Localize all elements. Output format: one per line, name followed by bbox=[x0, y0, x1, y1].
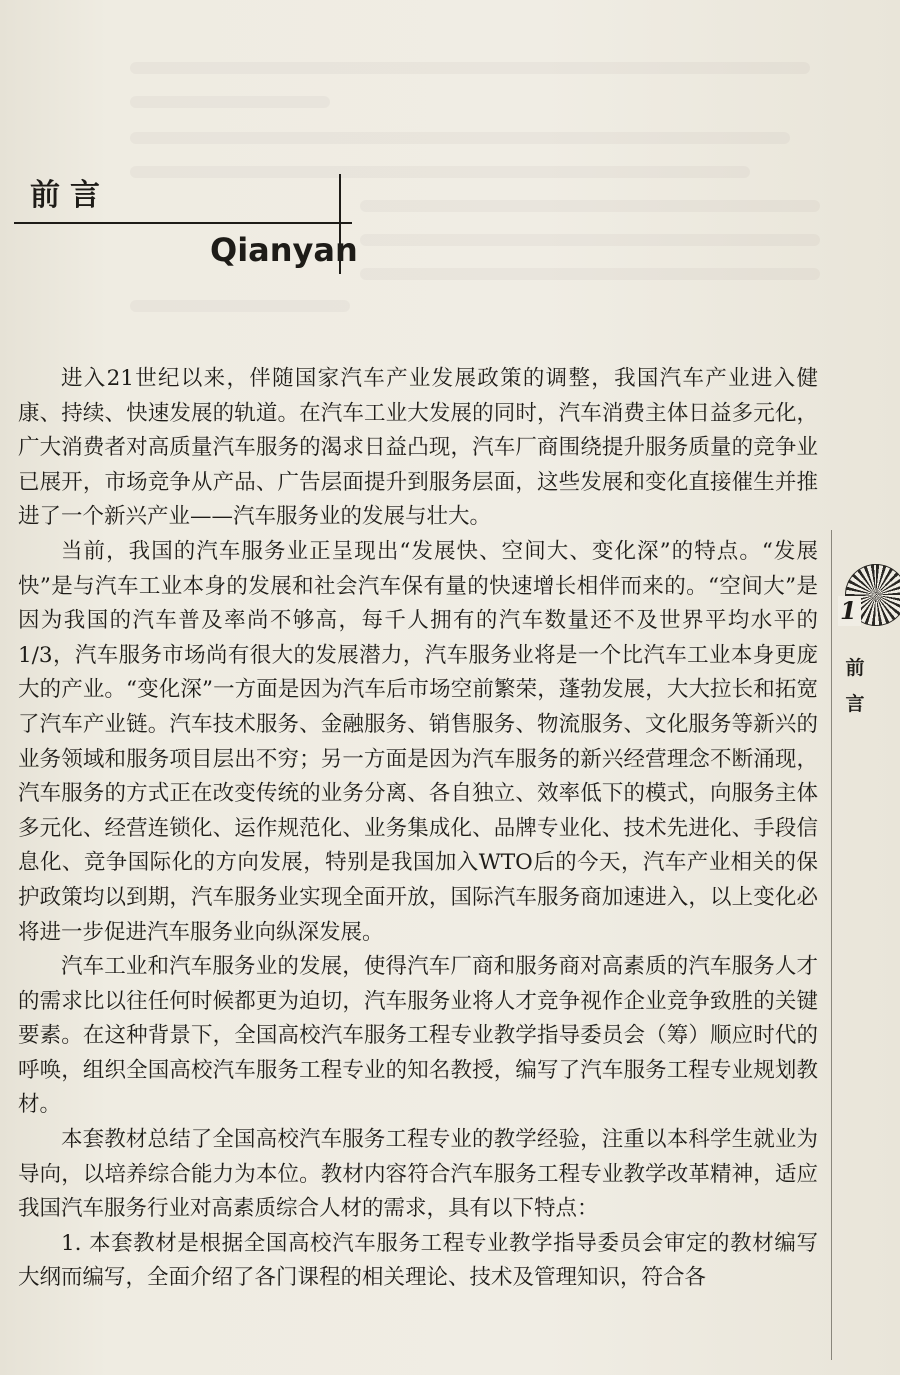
chapter-header bbox=[14, 174, 358, 274]
body-text bbox=[18, 362, 818, 1296]
bleed-through-mark bbox=[130, 300, 350, 312]
paragraph: 本套教材总结了全国高校汽车服务工程专业的教学经验，注重以本科学生就业为导向，以培养综合能力为本位。教材内容符合汽车服务工程专业教学改革精神，适应我国汽车服务行业对高素质综合人材的需求，具有以下特点： bbox=[18, 1127, 818, 1222]
paragraph: 汽车工业和汽车服务业的发展，使得汽车厂商和服务商对高素质的汽车服务人才的需求比以往任何时候都更为迫切，汽车服务业将人才竞争视作企业竞争致胜的关键要素。在这种背景下，全国高校汽车服务工程专业教学指导委员会（筹）顺应时代的呼唤，组织全国高校汽车服务工程专业的知名教授，编写了汽车服务工程专业规划教材。 bbox=[18, 954, 818, 1118]
bleed-through-mark bbox=[360, 200, 820, 212]
bleed-through-mark bbox=[360, 234, 820, 246]
paragraph: 进入21世纪以来，伴随国家汽车产业发展政策的调整，我国汽车产业进入健康、持续、快速发展的轨道。在汽车工业大发展的同时，汽车消费主体日益多元化，广大消费者对高质量汽车服务的渴求日益凸现，汽车厂商围绕提升服务质量的竞争业已展开，市场竞争从产品、广告层面提升到服务层面，这些发展和变化直接催生并推进了一个新兴产业——汽车服务业的发展与壮大。 bbox=[18, 366, 818, 530]
bleed-through-mark bbox=[130, 62, 810, 74]
header-horizontal-rule bbox=[14, 222, 352, 224]
page-number: 1 bbox=[838, 596, 861, 626]
margin-rule bbox=[831, 530, 832, 1360]
paragraph: 1. 本套教材是根据全国高校汽车服务工程专业教学指导委员会审定的教材编写大纲而编写，全面介绍了各门课程的相关理论、技术及管理知识，符合各 bbox=[18, 1230, 818, 1291]
chapter-title: 前言 bbox=[30, 178, 110, 213]
side-chapter-char: 前 bbox=[845, 657, 865, 679]
side-chapter-char: 言 bbox=[845, 693, 865, 715]
bleed-through-mark bbox=[130, 96, 330, 108]
paragraph: 当前，我国的汽车服务业正呈现出“发展快、空间大、变化深”的特点。“发展快”是与汽车工业本身的发展和社会汽车保有量的快速增长相伴而来的。“空间大”是因为我国的汽车普及率尚不够高，每千人拥有的汽车数量还不及世界平均水平的1/3，汽车服务市场尚有很大的发展潜力，汽车服务业将是一个比汽车工业本身更庞大的产业。“变化深”一方面是因为汽车后市场空前繁荣，蓬勃发展，大大拉长和拓宽了汽车产业链。汽车技术服务、金融服务、销售服务、物流服务、文化服务等新兴的业务领域和服务项目层出不穷；另一方面是因为汽车服务的新兴经营理念不断涌现，汽车服务的方式正在改变传统的业务分离、各自独立、效率低下的模式，向服务主体多元化、经营连锁化、运作规范化、业务集成化、品牌专业化、技术先进化、手段信息化、竞争国际化的方向发展，特别是我国加入WTO后的今天，汽车产业相关的保护政策均以到期，汽车服务业实现全面开放，国际汽车服务商加速进入，以上变化必将进一步促进汽车服务业向纵深发展。 bbox=[18, 538, 818, 945]
chapter-title-pinyin: Qianyan bbox=[210, 231, 358, 269]
side-chapter-label bbox=[842, 650, 868, 722]
bleed-through-mark bbox=[360, 268, 820, 280]
bleed-through-mark bbox=[130, 132, 790, 144]
